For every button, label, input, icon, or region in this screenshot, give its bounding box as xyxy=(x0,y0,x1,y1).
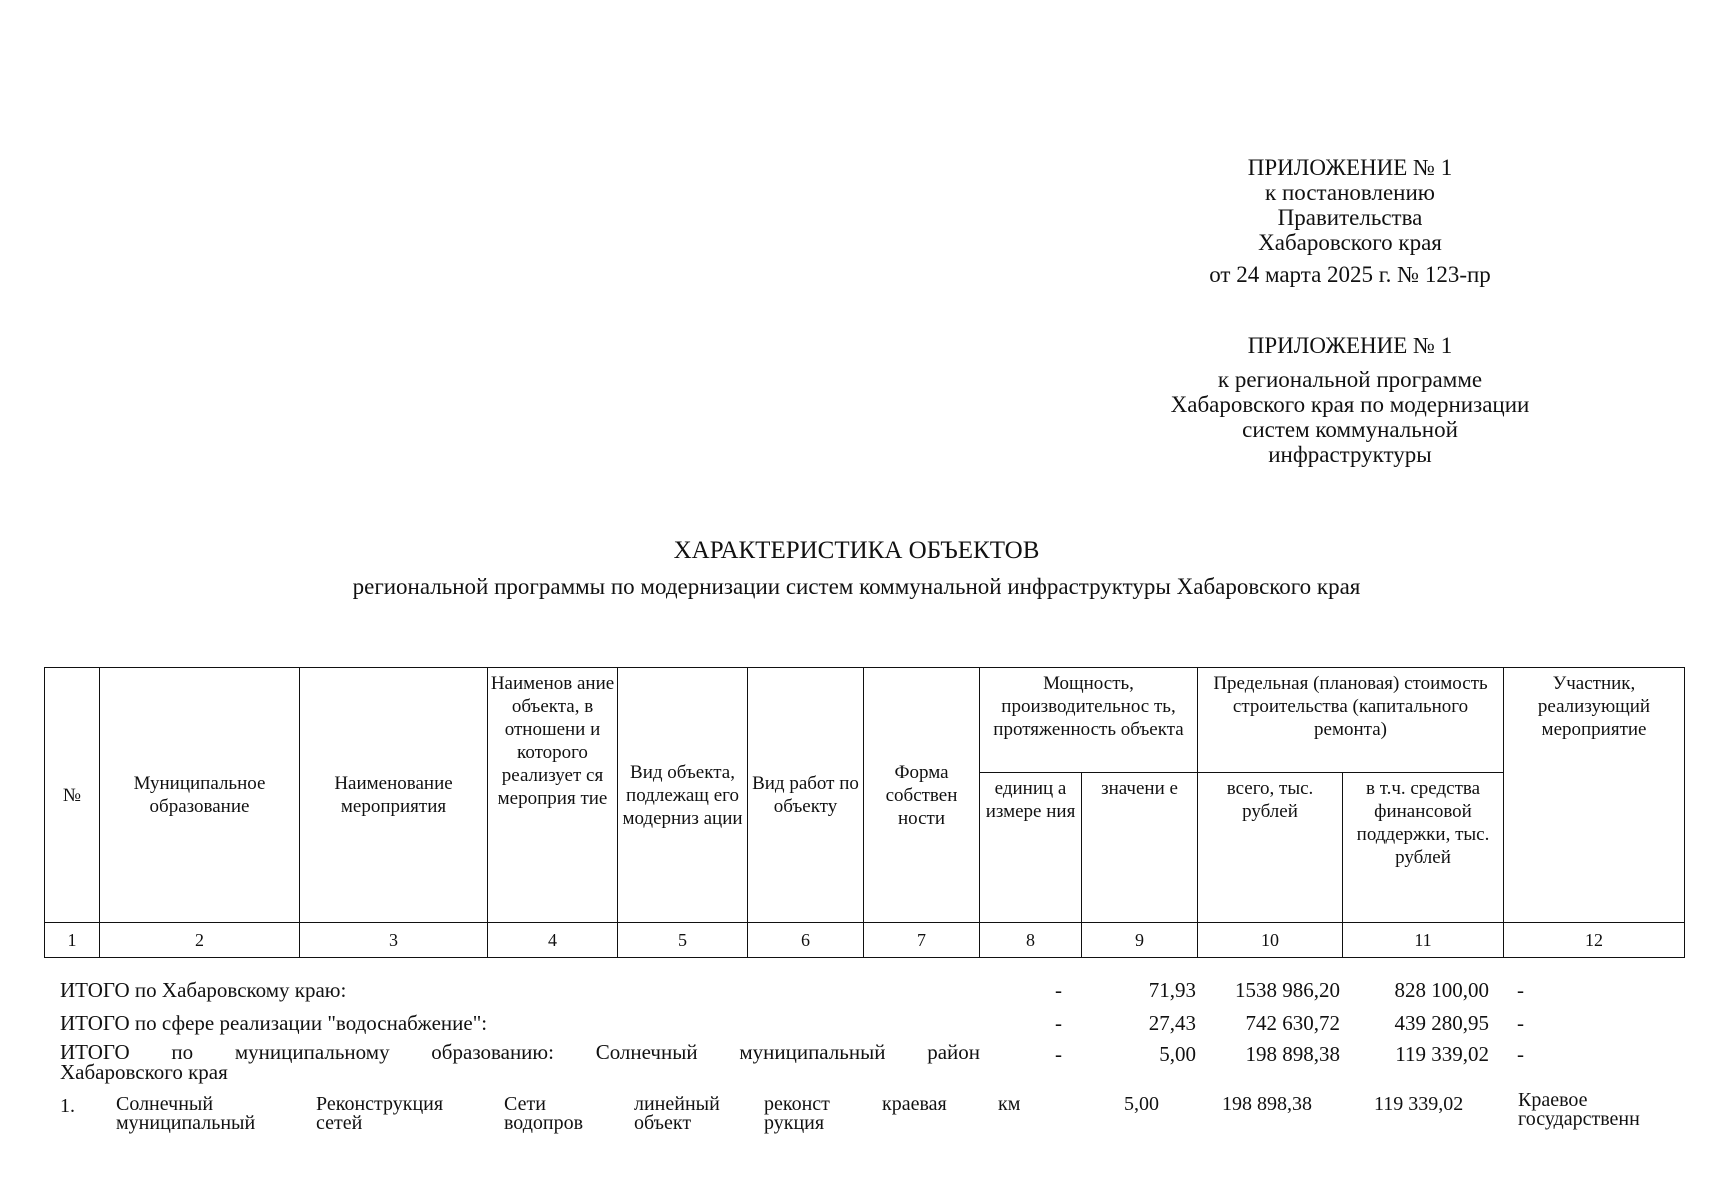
column-number: 7 xyxy=(864,923,980,958)
column-number: 4 xyxy=(488,923,618,958)
header-participant: Участник, реализующий мероприятие xyxy=(1504,668,1685,923)
total-unit: - xyxy=(1055,1011,1062,1035)
row-work-line2: рукция xyxy=(764,1112,825,1134)
column-number: 9 xyxy=(1082,923,1198,958)
row-participant-line2: государственн xyxy=(1518,1108,1640,1130)
total-unit: - xyxy=(1055,978,1062,1002)
header-cost: Предельная (плановая) стоимость строительства (капитального ремонта) xyxy=(1198,668,1504,773)
row-municipality-line1: Солнечный xyxy=(116,1093,214,1115)
appendix-2-line3: систем коммунальной xyxy=(1242,417,1458,442)
row-measure-line1: Реконструкция xyxy=(316,1093,444,1115)
column-number: 5 xyxy=(618,923,748,958)
column-number: 11 xyxy=(1343,923,1504,958)
column-number: 12 xyxy=(1504,923,1685,958)
column-number: 10 xyxy=(1198,923,1343,958)
row-type-line1: линейный xyxy=(634,1093,720,1115)
column-number: 3 xyxy=(300,923,488,958)
total-value: 27,43 xyxy=(1148,1011,1196,1035)
total-support: 119 339,02 xyxy=(1395,1042,1489,1066)
total-label: ИТОГО по сфере реализации "водоснабжение": xyxy=(60,1011,488,1035)
appendix-2-line2: Хабаровского края по модернизации xyxy=(1170,392,1530,417)
row-participant-line1: Краевое xyxy=(1518,1089,1588,1111)
row-work-line1: реконст xyxy=(764,1093,830,1115)
row-ownership: краевая xyxy=(882,1093,947,1115)
header-cost-total: всего, тыс. рублей xyxy=(1198,773,1343,923)
total-support: 828 100,00 xyxy=(1394,978,1489,1002)
total-cost: 198 898,38 xyxy=(1245,1042,1340,1066)
total-label: ИТОГО по муниципальному образованию: Солнечный муниципальный район xyxy=(60,1040,980,1064)
header-object-type: Вид объекта, подлежащ его модерниз ации xyxy=(618,668,748,923)
total-row-municipality xyxy=(60,1042,1713,1084)
appendix-2-line1: к региональной программе xyxy=(1217,367,1483,392)
header-measure: Наименование мероприятия xyxy=(300,668,488,923)
appendix-1-line2: Правительства xyxy=(1277,205,1423,230)
row-cost-total: 198 898,38 xyxy=(1222,1093,1312,1115)
row-cost-support: 119 339,02 xyxy=(1374,1093,1464,1115)
appendix-1-date: от 24 марта 2025 г. № 123-пр xyxy=(1209,262,1491,287)
row-object-line1: Сети xyxy=(504,1093,546,1115)
total-value: 71,93 xyxy=(1148,978,1196,1002)
total-row-region xyxy=(60,978,1713,1008)
header-cost-support: в т.ч. средства финансовой поддержки, тыс. рублей xyxy=(1343,773,1504,923)
row-value: 5,00 xyxy=(1124,1093,1159,1115)
header-value: значени е xyxy=(1082,773,1198,923)
document-title: ХАРАКТЕРИСТИКА ОБЪЕКТОВ xyxy=(673,537,1040,564)
column-number: 8 xyxy=(980,923,1082,958)
total-row-water-supply xyxy=(60,1011,1713,1041)
total-label: ИТОГО по Хабаровскому краю: xyxy=(60,978,347,1002)
total-cost: 742 630,72 xyxy=(1245,1011,1340,1035)
header-capacity: Мощность, производительнос ть, протяженность объекта xyxy=(980,668,1198,773)
row-measure-line2: сетей xyxy=(316,1112,363,1134)
appendix-1-title: ПРИЛОЖЕНИЕ № 1 xyxy=(1247,155,1453,180)
row-unit: км xyxy=(998,1093,1021,1115)
document-subtitle: региональной программы по модернизации систем коммунальной инфраструктуры Хабаровского края xyxy=(352,574,1361,599)
appendix-2-title: ПРИЛОЖЕНИЕ № 1 xyxy=(1247,333,1453,358)
total-cost: 1538 986,20 xyxy=(1235,978,1340,1002)
column-number: 2 xyxy=(100,923,300,958)
header-object-name: Наименов ание объекта, в отношени и которого реализует ся мероприя тие xyxy=(488,668,618,923)
appendix-1-header xyxy=(1200,155,1500,287)
row-no: 1. xyxy=(60,1095,75,1117)
total-participant: - xyxy=(1517,978,1524,1002)
appendix-2-line4: инфраструктуры xyxy=(1268,442,1432,467)
total-participant: - xyxy=(1517,1042,1524,1066)
total-participant: - xyxy=(1517,1011,1524,1035)
header-no: № xyxy=(45,668,100,923)
appendix-1-line3: Хабаровского края xyxy=(1258,230,1442,255)
header-column-numbers xyxy=(45,923,1685,958)
row-object-line2: водопров xyxy=(504,1112,584,1134)
header-municipality: Муниципальное образование xyxy=(100,668,300,923)
row-type-line2: объект xyxy=(634,1112,692,1134)
total-unit: - xyxy=(1055,1042,1062,1066)
column-number: 1 xyxy=(45,923,100,958)
row-municipality-line2: муниципальный xyxy=(116,1112,256,1134)
objects-table-header xyxy=(44,667,1685,958)
appendix-1-line1: к постановлению xyxy=(1265,180,1435,205)
header-work-type: Вид работ по объекту xyxy=(748,668,864,923)
total-value: 5,00 xyxy=(1159,1042,1196,1066)
total-support: 439 280,95 xyxy=(1394,1011,1489,1035)
appendix-2-header xyxy=(1165,333,1535,467)
header-unit: единиц а измере ния xyxy=(980,773,1082,923)
header-ownership: Форма собствен ности xyxy=(864,668,980,923)
column-number: 6 xyxy=(748,923,864,958)
total-label-line2: Хабаровского края xyxy=(60,1060,228,1084)
